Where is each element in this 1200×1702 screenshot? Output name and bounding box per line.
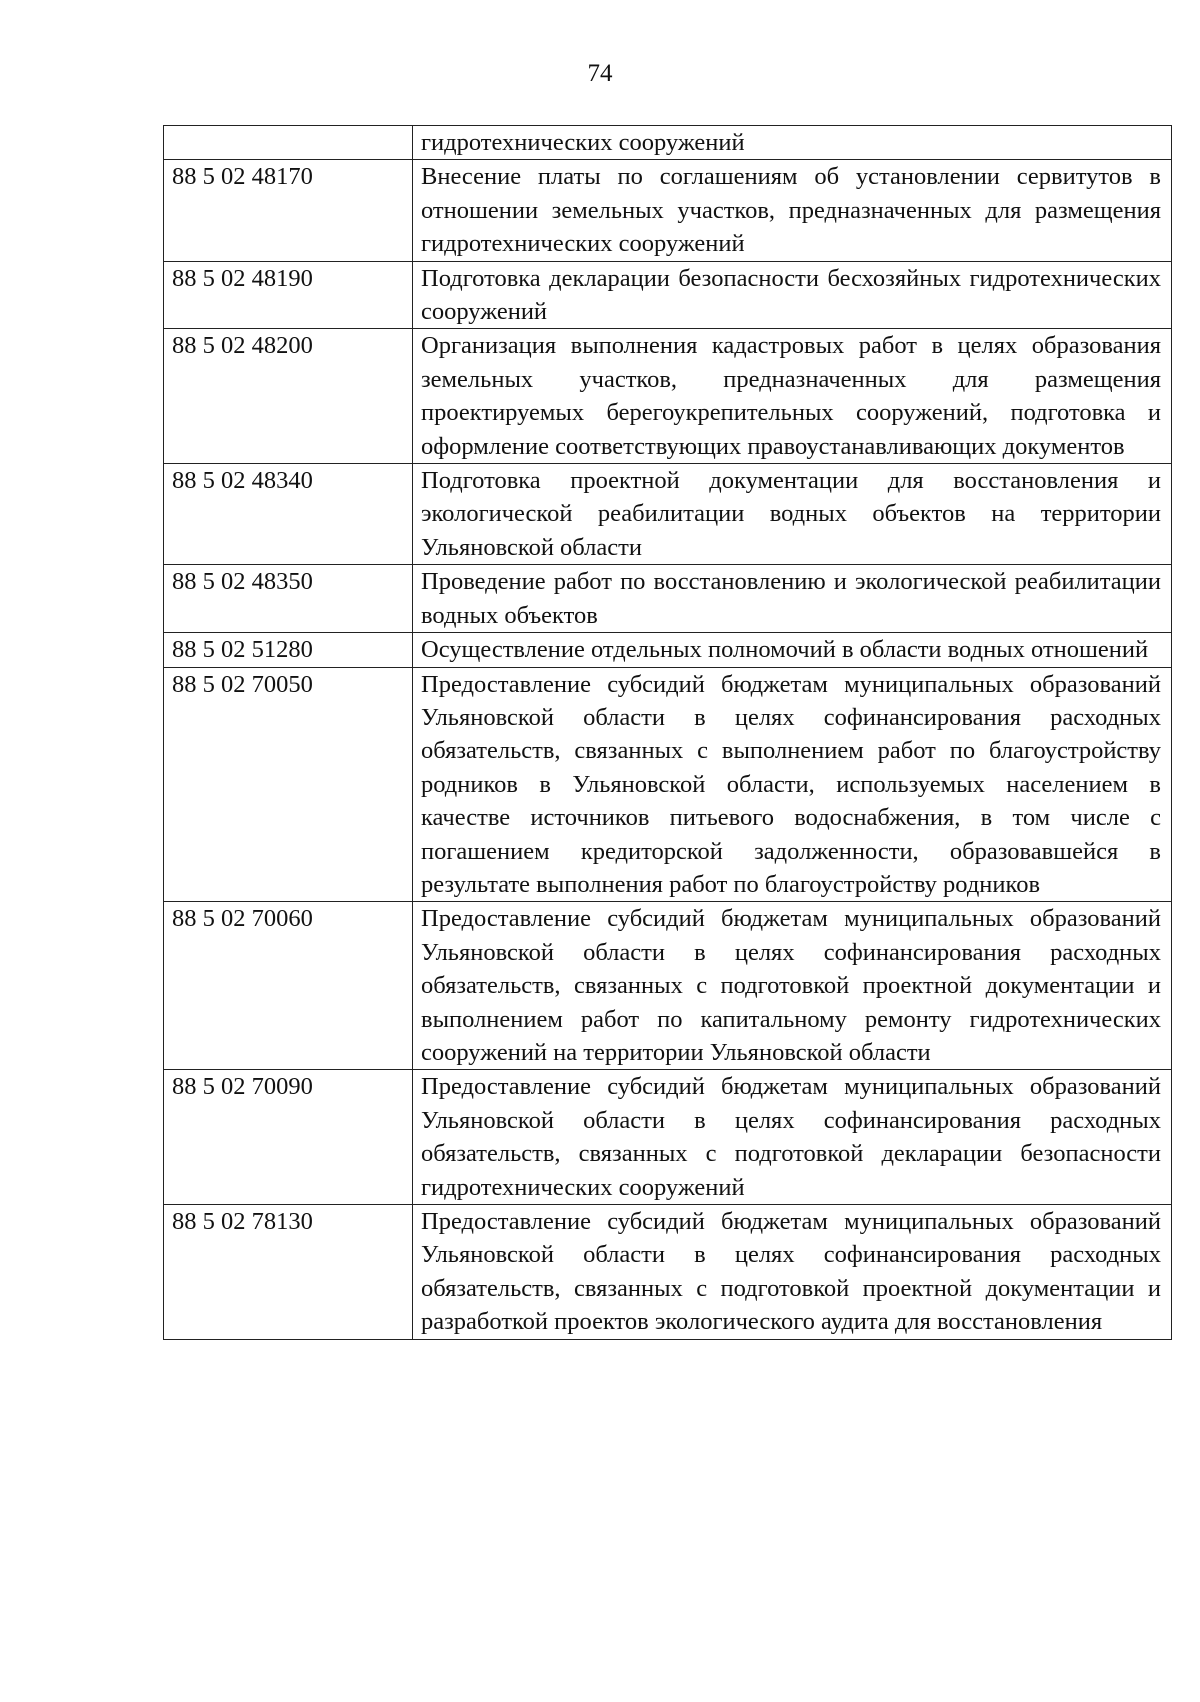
row-code: 88 5 02 51280 — [164, 633, 413, 667]
row-code: 88 5 02 70090 — [164, 1070, 413, 1205]
table-row — [164, 160, 1172, 261]
table-row — [164, 565, 1172, 633]
classification-table — [163, 125, 1172, 1340]
table-row — [164, 667, 1172, 902]
table-row — [164, 329, 1172, 464]
table-row — [164, 464, 1172, 565]
row-code: 88 5 02 70060 — [164, 902, 413, 1070]
row-code: 88 5 02 48200 — [164, 329, 413, 464]
row-code — [164, 126, 413, 160]
row-code: 88 5 02 48170 — [164, 160, 413, 261]
row-description: Подготовка декларации безопасности бесхозяйных гидротехнических сооружений — [413, 261, 1172, 329]
row-description: Предоставление субсидий бюджетам муниципальных образований Ульяновской области в целях софинансирования расходных обязательств, связанных с подготовкой декларации безопасности гидротехнических сооружений — [413, 1070, 1172, 1205]
row-description: Предоставление субсидий бюджетам муниципальных образований Ульяновской области в целях софинансирования расходных обязательств, связанных с подготовкой проектной документации и разработкой проектов экологического аудита для восстановления — [413, 1205, 1172, 1340]
page-number: 74 — [587, 60, 613, 87]
row-description: Предоставление субсидий бюджетам муниципальных образований Ульяновской области в целях софинансирования расходных обязательств, связанных с выполнением работ по благоустройству родников в Ульяновской области, используемых населением в качестве источников питьевого водоснабжения, в том числе с погашением кредиторской задолженности, образовавшейся в результате выполнения работ по благоустройству родников — [413, 667, 1172, 902]
row-code: 88 5 02 70050 — [164, 667, 413, 902]
table-row — [164, 1205, 1172, 1340]
row-code: 88 5 02 48190 — [164, 261, 413, 329]
row-code: 88 5 02 48350 — [164, 565, 413, 633]
row-description: Организация выполнения кадастровых работ в целях образования земельных участков, предназначенных для размещения проектируемых берегоукрепительных сооружений, подготовка и оформление соответствующих правоустанавливающих документов — [413, 329, 1172, 464]
row-code: 88 5 02 78130 — [164, 1205, 413, 1340]
row-code: 88 5 02 48340 — [164, 464, 413, 565]
table-row — [164, 902, 1172, 1070]
table-row — [164, 261, 1172, 329]
row-description: Подготовка проектной документации для восстановления и экологической реабилитации водных объектов на территории Ульяновской области — [413, 464, 1172, 565]
table-row — [164, 1070, 1172, 1205]
row-description: гидротехнических сооружений — [413, 126, 1172, 160]
table-row — [164, 126, 1172, 160]
row-description: Проведение работ по восстановлению и экологической реабилитации водных объектов — [413, 565, 1172, 633]
row-description: Осуществление отдельных полномочий в области водных отношений — [413, 633, 1172, 667]
row-description: Внесение платы по соглашениям об установлении сервитутов в отношении земельных участков, предназначенных для размещения гидротехнических сооружений — [413, 160, 1172, 261]
row-description: Предоставление субсидий бюджетам муниципальных образований Ульяновской области в целях софинансирования расходных обязательств, связанных с подготовкой проектной документации и выполнением работ по капитальному ремонту гидротехнических сооружений на территории Ульяновской области — [413, 902, 1172, 1070]
table-row — [164, 633, 1172, 667]
